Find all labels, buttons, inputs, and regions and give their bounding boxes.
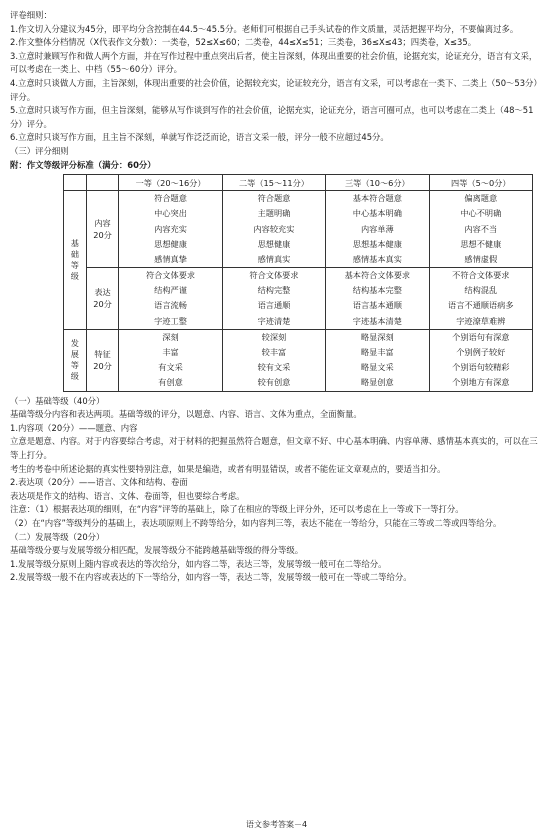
rubric-header-row <box>64 175 533 191</box>
text-line: （二）发展等级（20分） <box>10 531 105 542</box>
grade-header: 三等（10～6分） <box>326 175 429 191</box>
expression-col-3: 基本符合文体要求 结构基本完整 语言基本通顺 字迹基本清楚 <box>326 268 429 330</box>
text-line: （一）基础等级（40分） <box>10 395 105 406</box>
text-line: （2）在“内容”等级判分的基础上，表达项原则上不跨等给分，如内容判三等，表达不能在一等给分，只能在三等或二等或四等给分。 <box>10 517 502 528</box>
text-line: 表达项是作文的结构、语言、文体、卷面等，但也要综合考虑。 <box>10 490 245 501</box>
answer-key-page <box>10 9 545 585</box>
expression-label: 表达 20分 <box>86 268 119 330</box>
header-blank <box>86 175 119 191</box>
text-line: 1.发展等级分原则上随内容或表达的等次给分，如内容二等，表达三等，发展等级一般可在二等给分。 <box>10 558 387 569</box>
text-line: （三）评分细则 <box>10 145 69 156</box>
basic-level-label: 基础等级 <box>64 191 87 330</box>
feature-col-3: 略显深刻 略显丰富 略显文采 略显创意 <box>326 329 429 391</box>
text-line: 注意：（1）根据表达项的细则，在“内容”评等的基础上，除了在相应的等级上评分外，还可以考虑在上一等或下一等打分。 <box>10 504 464 515</box>
feature-col-4: 个别语句有深意 个别例子较好 个别语句较精彩 个别地方有深意 <box>429 329 532 391</box>
content-col-3: 基本符合题意 中心基本明确 内容单薄 思想基本健康 感情基本真实 <box>326 191 429 268</box>
text-line: 评卷细则： <box>10 10 52 20</box>
text-line: 6.立意时只谈写作方面，且主旨不深刻，单就写作泛泛而论，语言文采一般，评分一般不应超过45分。 <box>10 132 389 143</box>
text-line: 1.内容项（20分）——题意、内容 <box>10 422 138 433</box>
expression-col-2: 符合文体要求 结构完整 语言通顺 字迹清楚 <box>222 268 325 330</box>
grade-header: 一等（20～16分） <box>119 175 222 191</box>
text-line: 立意是题意、内容。对于内容要综合考虑，对于材料的把握虽然符合题意，但文章不好、中心基本明确、内容单薄、感情基本真实的，可以在三等上打分。 <box>10 436 538 460</box>
text-line: 2.发展等级一般不在内容或表达的下一等给分，如内容一等，表达二等，发展等级一般可在一等或二等给分。 <box>10 572 412 583</box>
feature-col-1: 深刻 丰富 有文采 有创意 <box>119 329 222 391</box>
text-line: 2.作文整体分档情况（X代表作文分数）：一类卷，52≤X≤60；二类卷，44≤X≤51；三类卷，36≤X≤43；四类卷，X≤35。 <box>10 37 477 48</box>
text-line: 基础等级分要与发展等级分相匹配，发展等级分不能跨越基础等级的得分等级。 <box>10 545 304 556</box>
development-level-label: 发展等级 <box>64 329 87 391</box>
text-line: 5.立意时只谈写作方面，但主旨深刻，能够从写作谈到写作的社会价值，论据充实，论证充分，语言可圈可点，也可以考虑在二类上（48～51分）评分。 <box>10 105 534 129</box>
feature-col-2: 较深刻 较丰富 较有文采 较有创意 <box>222 329 325 391</box>
rubric-table <box>63 174 533 391</box>
grade-header: 二等（15～11分） <box>222 175 325 191</box>
text-line: 基础等级分内容和表达两项。基础等级的评分，以题意、内容、语言、文体为重点，全面衡量。 <box>10 409 362 420</box>
text-line: 1.作文切入分建议为45分，即平均分含控制在44.5～45.5分。老师们可根据自己手头试卷的作文质量，灵活把握平均分，不要偏离过多。 <box>10 23 519 34</box>
feature-row <box>64 329 533 391</box>
expression-col-1: 符合文体要求 结构严谨 语言流畅 字迹工整 <box>119 268 222 330</box>
content-col-2: 符合题意 主题明确 内容较充实 思想健康 感情真实 <box>222 191 325 268</box>
page-footer: 语文参考答案－4 <box>245 820 308 829</box>
text-line: 考生的考卷中所述论据的真实性要特别注意，如果是编造，或者有明显错误，或者不能佐证文章观点的，要适当扣分。 <box>10 463 446 474</box>
content-col-4: 偏离题意 中心不明确 内容不当 思想不健康 感情虚假 <box>429 191 532 268</box>
expression-row <box>64 268 533 330</box>
rubric-title: 附：作文等级评分标准（满分：60分） <box>10 159 156 170</box>
expression-col-4: 不符合文体要求 结构混乱 语言不通顺语病多 字迹潦草难辨 <box>429 268 532 330</box>
text-line: 3.立意时兼顾写作和做人两个方面，并在写作过程中重点突出后者，使主旨深刻，体现出重要的社会价值，论据充实，论证充分，语言有文采，可以考虑在一类上、中档（55～60分）评分。 <box>10 50 538 75</box>
feature-label: 特征 20分 <box>86 329 119 391</box>
grade-header: 四等（5～0分） <box>429 175 532 191</box>
text-line: 2.表达项（20分）——语言、文体和结构、卷面 <box>10 477 188 488</box>
content-label: 内容 20分 <box>86 191 119 268</box>
content-col-1: 符合题意 中心突出 内容充实 思想健康 感情真挚 <box>119 191 222 268</box>
text-line: 4.立意时只谈做人方面，主旨深刻，体现出重要的社会价值，论据较充实，论证较充分，语言有文采，可以考虑在一类下、二类上（50～53分）评分。 <box>10 77 542 102</box>
content-row <box>64 191 533 268</box>
header-blank <box>64 175 87 191</box>
